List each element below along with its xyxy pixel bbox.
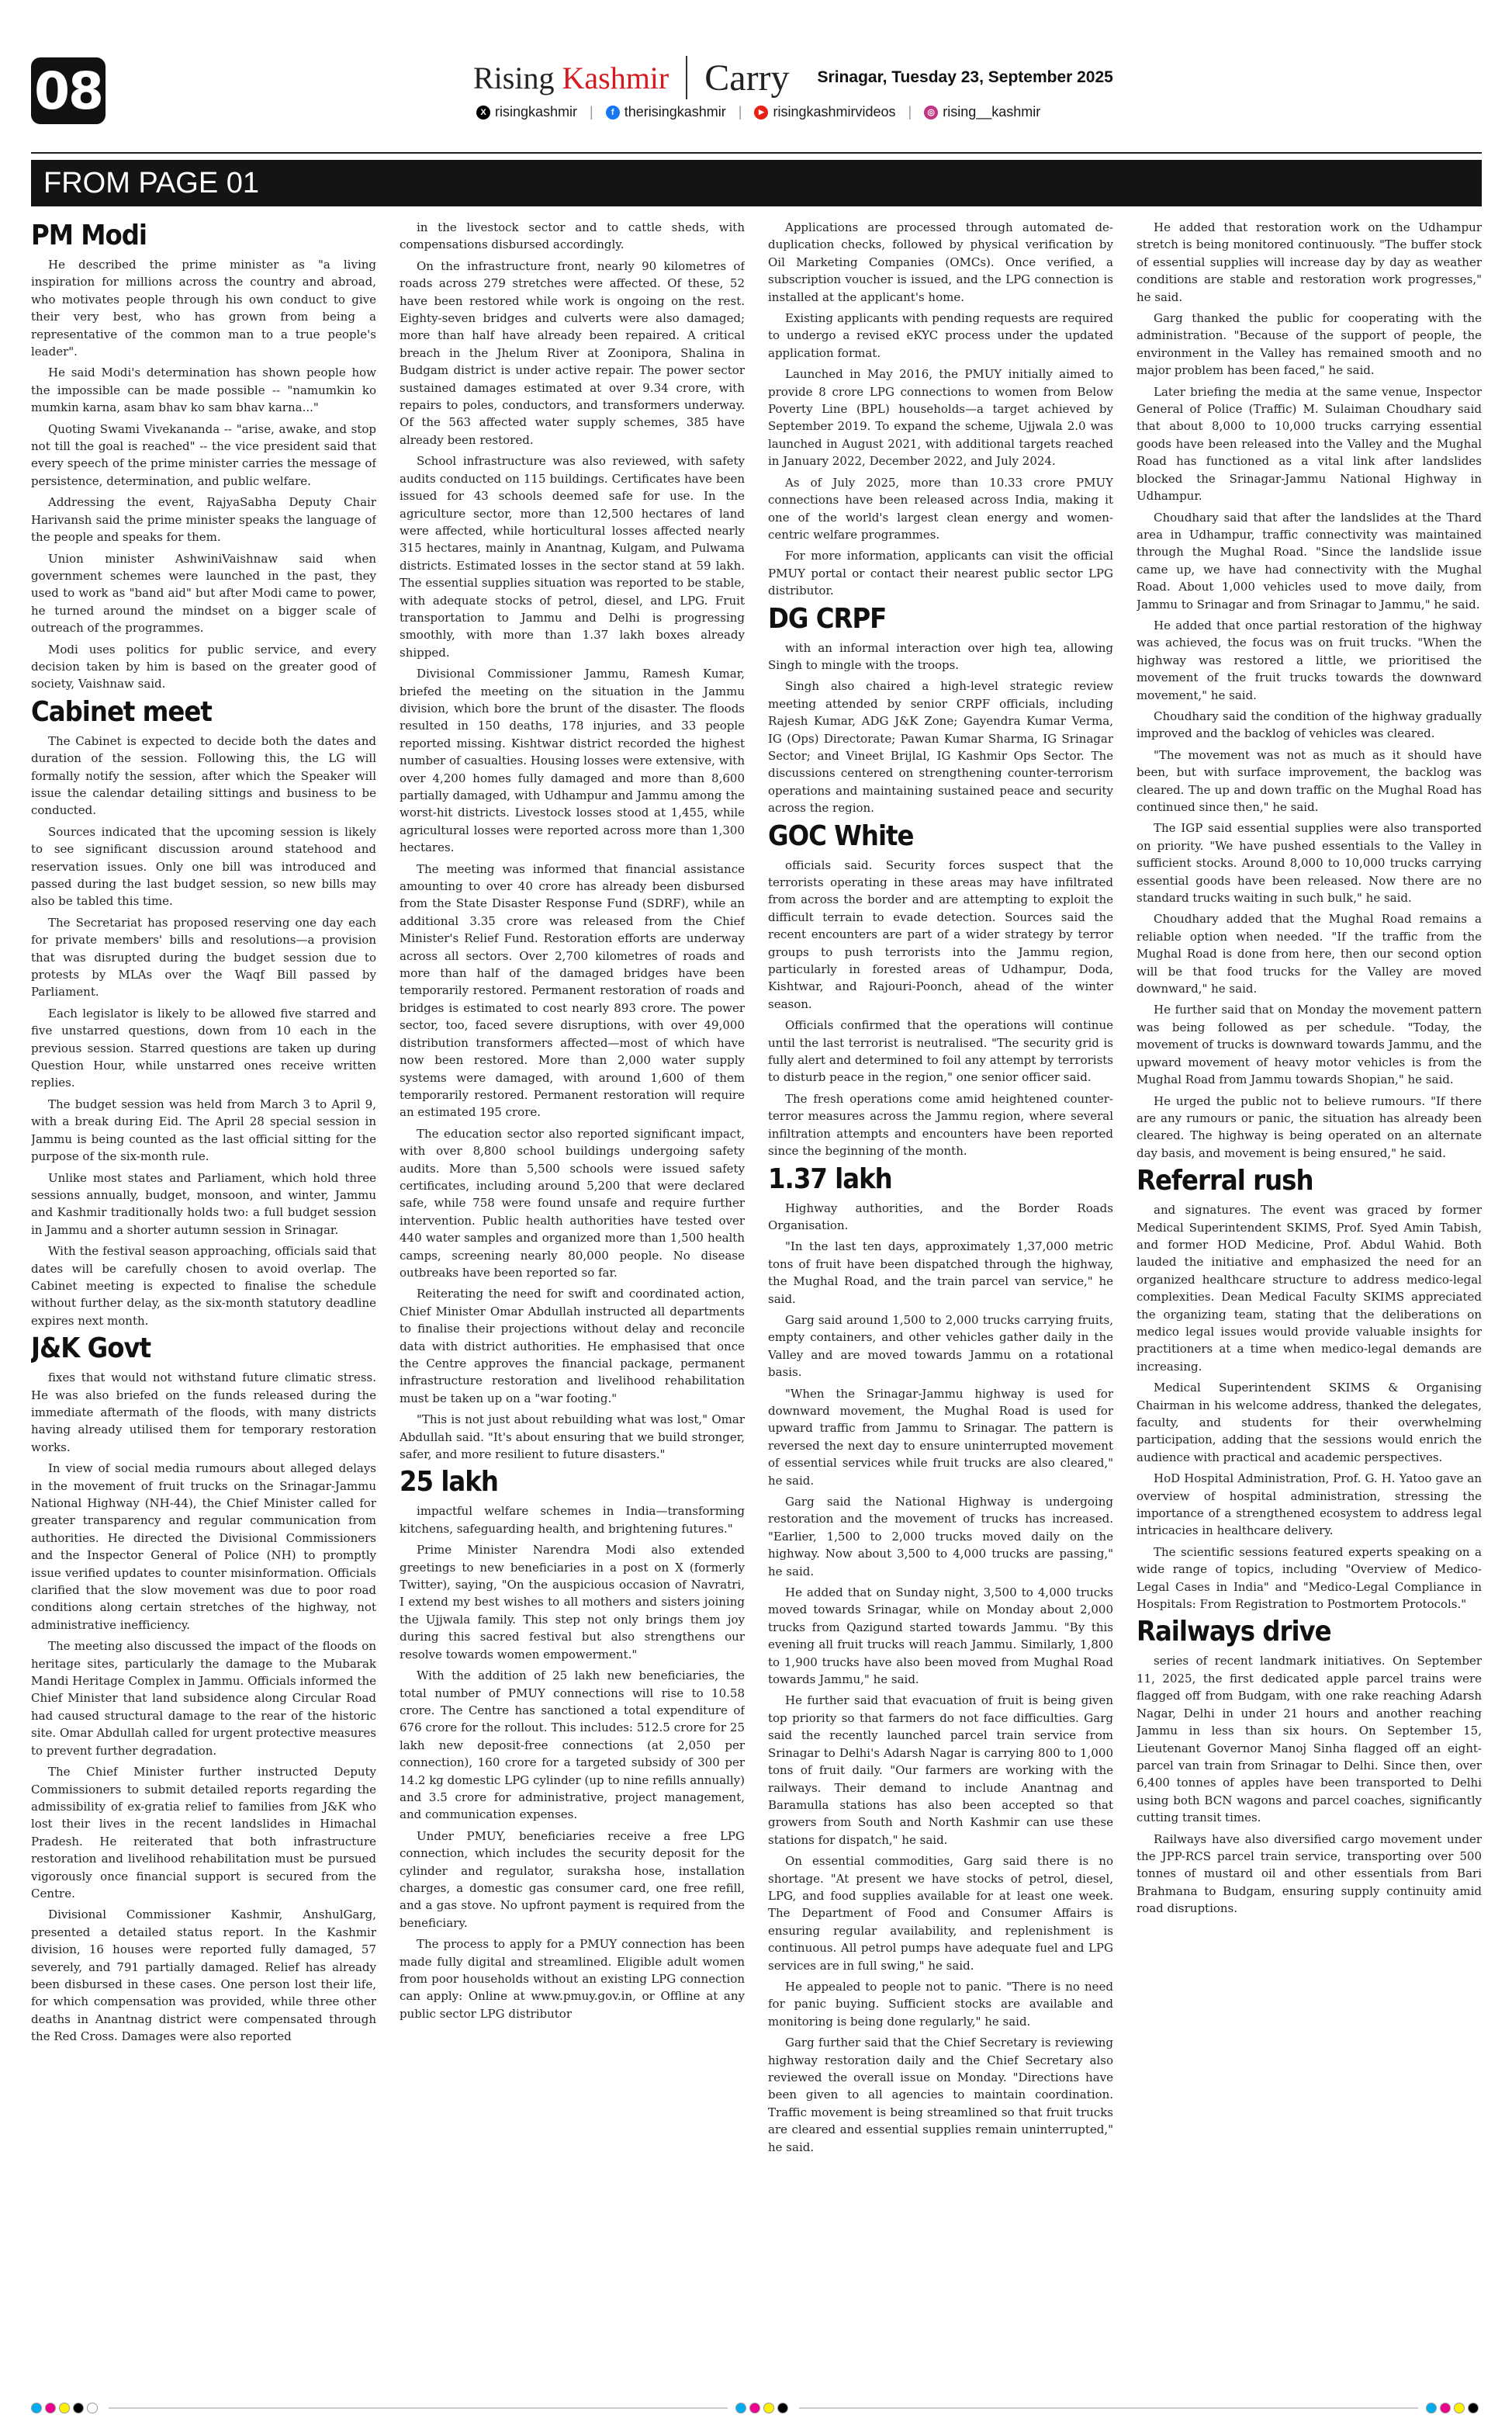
paragraph: He added that restoration work on the Udhampur stretch is being monitored continuously. "The buffer stock of essential supplies will increase day by day as weather conditions are stable and restoration work progresses," he said. [1137,220,1482,304]
social-x[interactable] [476,104,577,120]
paragraph: Reiterating the need for swift and coordinated action, Chief Minister Omar Abdullah instructed all departments to finalise their projections without delay and reconcile data with district authorities. He emphasised that once the Centre approves the financial package, permanent infrastructure restoration and livelihood rehabilitation must be taken up on a "war footing." [400,1287,745,1405]
paragraph: Launched in May 2016, the PMUY initially aimed to provide 8 crore LPG connections to women from Below Poverty Line (BPL) households—a target achieved by September 2019. To expand the scheme, Ujjwala 2.0 was launched in August 2021, with additional targets reached in January 2022, December 2022, and July 2024. [768,367,1113,469]
paragraph: The meeting was informed that financial assistance amounting to over 40 crore has already been disbursed from the State Disaster Response Fund (SDRF), while an additional 3.35 crore was released from the Chief Minister's Relief Fund. Restoration efforts are underway across all sectors. Over 2,700 kilometres of roads and more than half of the damaged bridges have been temporarily restored. Permanent restoration of roads and bridges is estimated to cost nearly 893 crore. The power sector, too, faced severe disruptions, with over 49,000 distribution transformers affected—most of which have now been restored. More than 2,000 water supply systems were damaged, with around 1,600 of them temporarily restored. Permanent restoration will require an estimated 195 crore. [400,861,745,1120]
paragraph: Officials confirmed that the operations will continue until the last terrorist is neutralised. "The security grid is fully alert and determined to foil any attempt by terrorists to disturb peace in the region," one senior officer said. [768,1018,1113,1085]
social-handle: risingkashmir [495,104,578,120]
separator: | [590,104,593,120]
paragraph: School infrastructure was also reviewed, with safety audits conducted on 115 buildings. Certificates have been issued for 43 schools deemed safe for use. In the agriculture sector, more than 12,500 hectares of land were affected, while horticultural losses affected nearly 315 hectares, mainly in Anantnag, Kulgam, and Pulwama districts. Estimated losses in the sector stand at 59 lakh. The essential supplies situation was reported to be stable, with adequate stocks of petrol, diesel, and LPG. Fruit transportation to Jammu and Delhi is progressing smoothly, with more than 1.37 lakh boxes already shipped. [400,454,745,660]
headline-referral-rush: Referral rush [1137,1165,1313,1197]
paragraph: As of July 2025, more than 10.33 crore PMUY connections have been released across India, making it one of the world's largest clean energy and women-centric welfare programmes. [768,475,1113,542]
register-dot [31,2403,42,2413]
social-links [476,104,1040,120]
register-dot [763,2403,774,2413]
brand-logo[interactable] [473,60,669,96]
instagram-icon: ◎ [924,106,938,120]
paragraph: Choudhary added that the Mughal Road remains a reliable option when needed. "If the traffic from the Mughal Road is done from here, then our second option will be that food trucks for the Valley are moved downward," he said. [1137,912,1482,996]
register-dot [1426,2403,1437,2413]
paragraph: Divisional Commissioner Kashmir, AnshulGarg, presented a detailed status report. In the Kashmir division, 16 houses were reported fully damaged, 57 severely, and 791 partially damaged. Relief has already been disbursed in these cases. One person lost their life, for which compensation was provided, while three other deaths in Anantnag district were compensated through the Red Cross. Damages were also reported [31,1908,376,2044]
social-facebook[interactable] [606,104,726,120]
paragraph: Singh also chaired a high-level strategic review meeting attended by senior CRPF officials, including Rajesh Kumar, ADG J&K Zone; Gayendra Kumar Verma, IG (Ops) Directorate; Pawan Kumar Sharma, IG Srinagar Sector; and Vineet Brijlal, IG Kashmir Ops Sector. The discussions centered on strengthening counter-terrorism operations and maintaining sustained peace and security across the region. [768,679,1113,816]
paragraph: and signatures. The event was graced by former Medical Superintendent SKIMS, Prof. Syed Amin Tabish, and former HOD Medicine, Prof. Abdul Wahid. Both lauded the initiative and emphasized the need for an organized healthcare structure to address medico-legal complexities. Dean Medical Faculty SKIMS appreciated the organizing team, stating that the deliberations on medico legal issues would provide valuable insights for practitioners at a time when medico-legal demands are increasing. [1137,1203,1482,1374]
paragraph: The meeting also discussed the impact of the floods on heritage sites, particularly the damage to the Mubarak Mandi Heritage Complex in Jammu. Officials informed the Chief Minister that land subsidence along Circular Road had caused structural damage to the rear of the historic site. Omar Abdullah called for urgent protective measures to prevent further degradation. [31,1639,376,1758]
dateline: Srinagar, Tuesday 23, September 2025 [817,68,1113,86]
headline-railways-drive: Railways drive [1137,1616,1331,1648]
paragraph: He appealed to people not to panic. "There is no need for panic buying. Sufficient stocks are available and monitoring is being done regularly," he said. [768,1979,1113,2029]
paragraph: The Chief Minister further instructed Deputy Commissioners to submit detailed reports regarding the admissibility of ex-gratia relief to families from J&K who lost their lives in the recent landslides in Himachal Pradesh. He reiterated that both infrastructure restoration and livelihood rehabilitation must be pursued vigorously once financial support is secured from the Centre. [31,1765,376,1901]
paragraph: Medical Superintendent SKIMS & Organising Chairman in his welcome address, thanked the delegates, faculty, and students for their overwhelming participation, adding that the sessions would enrich the audience with practical and academic perspectives. [1137,1381,1482,1464]
headline-cabinet-meet: Cabinet meet [31,695,212,728]
article-body [1137,1201,1482,1613]
section-banner: FROM PAGE 01 [31,160,1482,206]
paragraph: Under PMUY, beneficiaries receive a free LPG connection, which includes the security deposit for the cylinder and regulator, suraksha hose, installation charges, a domestic gas consumer card, one free refill, and a gas stove. No upfront payment is required from the beneficiary. [400,1828,745,1930]
article-body [768,1200,1113,2157]
paragraph: in the livestock sector and to cattle sheds, with compensations disbursed accordingly. [400,220,745,252]
register-dot [1468,2403,1479,2413]
article-body [768,219,1113,600]
headline-dg-crpf: DG CRPF [768,602,887,635]
article-body [1137,219,1482,1162]
paragraph: On essential commodities, Garg said there is no shortage. "At present we have stocks of petrol, diesel, LPG, and food supplies available for at least one week. The Department of Food and Consumer Affairs is ensuring regular availability, and replenishment is continuous. All petrol pumps have adequate fuel and LPG services are in full swing," he said. [768,1854,1113,1973]
paragraph: In view of social media rumours about alleged delays in the movement of fruit trucks on the Srinagar-Jammu National Highway (NH-44), the Chief Minister called for greater transparency and regular communication from authorities. He directed the Divisional Commissioners and the Inspector General of Police (NH) to promptly issue verified updates to counter misinformation. Officials clarified that the slow movement was due to poor road conditions along certain stretches of the highway, not administrative inefficiency. [31,1461,376,1632]
register-line [109,2407,728,2409]
paragraph: Garg further said that the Chief Secretary is reviewing highway restoration daily and the Chief Secretary also reviewed the overall issue on Monday. "Directions have been given to all agencies to maintain coordination. Traffic movement is being streamlined so that fruit trucks are cleared and essential supplies remain uninterrupted," he said. [768,2036,1113,2154]
paragraph: The fresh operations come amid heightened counter-terror measures across the Jammu region, where several infiltration attempts and encounters have been reported since the beginning of the month. [768,1091,1113,1159]
register-dot [87,2403,98,2413]
headline-goc-white: GOC White [768,819,914,852]
article-body [31,1369,376,2045]
separator: | [908,104,912,120]
column-4 [1137,219,1482,2345]
paragraph: For more information, applicants can visit the official PMUY portal or contact their nearest public sector LPG distributor. [768,549,1113,598]
paragraph: Prime Minister Narendra Modi also extended greetings to new beneficiaries in a post on X (formerly Twitter), saying, "On the auspicious occasion of Navratri, I extend my best wishes to all mothers and sisters joining the Ujjwala family. This step not only brings them joy during this sacred festival but also strengthens our resolve towards women empowerment." [400,1543,745,1661]
paragraph: Garg said around 1,500 to 2,000 trucks carrying fruits, empty containers, and other vehicles gather daily in the Valley and are moved towards Jammu on a rotational basis. [768,1312,1113,1380]
paragraph: The IGP said essential supplies were also transported on priority. "We have pushed essentials to the Valley in sufficient stocks. Around 8,000 to 10,000 trucks carrying essential goods have been released. Now there are no standard trucks waiting in such bulk," he said. [1137,821,1482,906]
register-dot [1454,2403,1465,2413]
article-body [400,1502,745,2022]
paragraph: Garg said the National Highway is undergoing restoration and the movement of trucks has increased. "Earlier, 1,500 to 2,000 trucks moved daily on the highway. Now about 3,500 to 4,000 trucks are passing," he said. [768,1495,1113,1578]
paragraph: Modi uses politics for public service, and every decision taken by him is based on the greater good of society, Vaishnaw said. [31,642,376,691]
paragraph: With the festival season approaching, officials said that dates will be carefully chosen to avoid overlap. The Cabinet meeting is expected to finalise the schedule without further delay, as the six-month statutory deadline expires next month. [31,1244,376,1328]
register-dot [59,2403,70,2413]
paragraph: He urged the public not to believe rumours. "If there are any rumours or panic, the situation has already been cleared. The highway is being operated on an alternate day basis, and movement is being ensured," he said. [1137,1093,1482,1160]
page-number: 08 [31,57,106,124]
social-handle: risingkashmirvideos [773,104,896,120]
article-body [768,857,1113,1160]
paragraph: He further said that evacuation of fruit is being given top priority so that farmers do not face difficulties. Garg said the recently launched parcel train service from Srinagar to Delhi's Adarsh Nagar is carrying 800 to 1,000 tons of fruit daily. "Our farmers are working with the railways. Their demand to include Anantnag and Baramulla stations has also been accepted so that growers from South and North Kashmir can use these stations for dispatch," he said. [768,1693,1113,1847]
paragraph: With the addition of 25 lakh new beneficiaries, the total number of PMUY connections will rise to 10.58 crore. The Centre has sanctioned a total expenditure of 676 crore for the rollout. This includes: 512.5 crore for 25 lakh new deposit-free connections (at 2,050 per connection), 160 crore for a targeted subsidy of 300 per 14.2 kg domestic LPG cylinder (up to nine refills annually) and 3.5 crore for administrative, project management, and communication expenses. [400,1668,745,1822]
paragraph: Railways have also diversified cargo movement under the JPP-RCS parcel train service, transporting over 500 tonnes of mustard oil and other essentials from Bari Brahmana to Budgam, ensuring supply continuity amid road disruptions. [1137,1831,1482,1916]
paragraph: Divisional Commissioner Jammu, Ramesh Kumar, briefed the meeting on the situation in the Jammu division, which bore the brunt of the disaster. The floods resulted in 150 deaths, 178 injuries, and 33 people reported missing. Kishtwar district recorded the highest number of casualties. Housing losses were extensive, with over 4,200 homes fully damaged and more than 8,600 partially damaged, with Udhampur and Jammu among the worst-hit districts. Livestock losses stood at 1,455, while agricultural losses were reported across more than 1,300 hectares. [400,667,745,855]
paragraph: series of recent landmark initiatives. On September 11, 2025, the first dedicated apple parcel trains were flagged off from Budgam, with one rake reaching Adarsh Nagar, Delhi in under 21 hours and another reaching Jammu in less than six hours. On September 15, Lieutenant Governor Manoj Sinha flagged off an eight-parcel van train from Srinagar to Delhi. Since then, over 6,400 tonnes of apples have been transported to Delhi using both BCN wagons and parcel coaches, significantly cutting transit times. [1137,1654,1482,1825]
paragraph: impactful welfare schemes in India—transforming kitchens, safeguarding health, and brightening futures." [400,1504,745,1536]
header-rule [31,152,1482,154]
register-dot [1440,2403,1451,2413]
brand-first: Rising [473,60,555,95]
paragraph: Choudhary said that after the landslides at the Thard area in Udhampur, traffic connectivity was maintained through the Mughal Road. "Since the landslide issue came up, we have had connectivity with the Mughal Road. About 1,000 vehicles used to move daily, from Jammu to Srinagar and from Srinagar to Jammu," he said. [1137,510,1482,612]
paragraph: Garg thanked the public for cooperating with the administration. "Because of the support of people, the environment in the Valley has remained smooth and no major problem has been faced," he said. [1137,311,1482,378]
youtube-icon: ▶ [754,106,768,120]
register-dot [777,2403,788,2413]
paragraph: Highway authorities, and the Border Roads Organisation. [768,1201,1113,1232]
column-3 [768,219,1113,2345]
paragraph: Unlike most states and Parliament, which hold three sessions annually, budget, monsoon, and winter, Jammu and Kashmir traditionally holds two: a full budget session in Jammu and a shorter autumn session in Srinagar. [31,1170,376,1237]
social-youtube[interactable] [754,104,895,120]
register-dot [735,2403,746,2413]
social-handle: rising__kashmir [943,104,1041,120]
paragraph: with an informal interaction over high tea, allowing Singh to mingle with the troops. [768,640,1113,672]
social-handle: therisingkashmir [624,104,726,120]
headline-pm-modi: PM Modi [31,220,147,251]
article-body [400,219,745,1463]
article-body [31,256,376,693]
headline-1-37-lakh: 1.37 lakh [768,1163,892,1195]
paragraph: Union minister AshwiniVaishnaw said when government schemes were launched in the past, they used to work as "band aid" but after Modi came to power, he turned around the mindset on a bigger scale of outreach of the programmes. [31,551,376,636]
paragraph: Later briefing the media at the same venue, Inspector General of Police (Traffic) M. Sulaiman Choudhary said that about 8,000 to 10,000 trucks carrying essential goods have been released into the Valley and the Mughal Road has functioned as a vital link after landslides blocked the Srinagar-Jammu National Highway in Udhampur. [1137,384,1482,504]
paragraph: Quoting Swami Vivekananda -- "arise, awake, and stop not till the goal is reached" -- the vice president said that every speech of the prime minister carries the message of persistence, determination, and public welfare. [31,421,376,488]
headline-jk-govt: J&K Govt [31,1332,151,1365]
paragraph: Applications are processed through automated de-duplication checks, followed by physical verification by Oil Marketing Companies (OMCs). Once verified, a subscription voucher is issued, and the LPG connection is installed at the applicant's home. [768,220,1113,304]
social-instagram[interactable] [924,104,1040,120]
column-2 [400,219,745,2345]
paragraph: fixes that would not withstand future climatic stress. He was also briefed on the funds released during the immediate aftermath of the floods, with many districts having already utilised them for temporary restoration works. [31,1370,376,1454]
column-1 [31,219,376,2345]
paragraph: Addressing the event, RajyaSabha Deputy Chair Harivansh said the prime minister speaks the language of the people and speaks for them. [31,495,376,545]
paragraph: Existing applicants with pending requests are required to undergo a revised eKYC process under the updated application format. [768,311,1113,360]
brand-second: Kashmir [562,60,670,95]
paragraph: The Cabinet is expected to decide both the dates and duration of the session. Following this, the LG will formally notify the session, after which the Speaker will issue the calendar detailing sittings and business to be conducted. [31,733,376,818]
register-dot [73,2403,84,2413]
paragraph: He described the prime minister as "a living inspiration for millions across the country and abroad, who motivates people through his own conduct to give their very best, who has grown from being a representative of the common man to a true people's leader". [31,258,376,359]
paragraph: The education sector also reported significant impact, with over 8,800 school buildings undergoing safety audits. More than 5,500 schools were issued safety certificates, including around 5,200 that were declared safe, while 758 were found unsafe and require further intervention. Public health authorities have tested over 440 water samples and organized more than 1,500 health camps, screening nearly 80,000 people. No disease outbreaks have been reported so far. [400,1126,745,1280]
article-body [31,733,376,1329]
masthead-divider [686,56,687,99]
paragraph: "This is not just about rebuilding what was lost," Omar Abdullah said. "It's about ensuring that we build stronger, safer, and more resilient to future disasters." [400,1412,745,1462]
paragraph: Each legislator is likely to be allowed five starred and five unstarred questions, down from 10 each in the previous session. Starred questions are taken up during Question Hour, while unstarred ones receive written replies. [31,1006,376,1090]
paragraph: He added that on Sunday night, 3,500 to 4,000 trucks moved towards Srinagar, while on Monday about 2,000 trucks from Qazigund started towards Jammu. "By this evening all fruit trucks will reach Jammu. Similarly, 1,800 to 1,900 trucks have also been moved from Mughal Road towards Jammu," he said. [768,1585,1113,1687]
paragraph: On the infrastructure front, nearly 90 kilometres of roads across 279 stretches were affected. Of these, 52 have been restored while work is ongoing on the rest. Eighty-seven bridges and culverts were also damaged; more than half have already been repaired. A critical breach in the Jhelum River at Zoonipora, Shalina in Budgam district is under active repair. The power sector sustained damages estimated at over 9.34 crore, with repairs to poles, conductors, and transformers underway. Of the 563 affected water supply schemes, 385 have already been restored. [400,258,745,447]
masthead [473,54,1113,101]
paragraph: Sources indicated that the upcoming session is likely to see significant discussion around statehood and reservation issues. Only one bill was introduced and passed during the last budget session, so new bills may also be tabled this time. [31,824,376,909]
paragraph: "The movement was not as much as it should have been, but with surface improvement, the backlog was cleared. The up and down traffic on the Mughal Road has continued since then," he said. [1137,747,1482,814]
separator: | [738,104,742,120]
paragraph: He added that once partial restoration of the highway was achieved, the focus was on fruit trucks. "When the highway was restored a little, we prioritised the movement of the fruit trucks towards the downward movement," he said. [1137,618,1482,702]
paragraph: The Secretariat has proposed reserving one day each for private members' bills and resolutions—a provision that was disrupted during the budget session due to protests by MLAs over the Waqf Bill passed by Parliament. [31,915,376,1000]
x-icon: X [476,106,490,120]
facebook-icon: f [606,106,620,120]
register-marks [31,2400,1482,2417]
section-name: Carry [704,57,790,99]
paragraph: HoD Hospital Administration, Prof. G. H. Yatoo gave an overview of hospital administration, stressing the importance of a strengthened ecosystem to address legal intricacies in healthcare delivery. [1137,1471,1482,1538]
paragraph: The scientific sessions featured experts speaking on a wide range of topics, including "Overview of Medico-Legal Cases in India" and "Medico-Legal Compliance in Hospitals: From Registration to Postmortem Protocols." [1137,1544,1482,1612]
article-columns [31,219,1482,2345]
paragraph: "When the Srinagar-Jammu highway is used for downward movement, the Mughal Road is used for upward traffic from Jammu to Srinagar. The pattern is reversed the next day to ensure uninterrupted movement of essential services while fruit trucks are also cleared," he said. [768,1386,1113,1488]
paragraph: Choudhary said the condition of the highway gradually improved and the backlog of vehicles was cleared. [1137,709,1482,741]
paragraph: officials said. Security forces suspect that the terrorists operating in these areas may have infiltrated from across the border and are attempting to exploit the difficult terrain to evade detection. Sources said the recent encounters are part of a wider strategy by terror groups to push terrorists into the Jammu region, particularly in forested areas of Udhampur, Doda, Kishtwar, and Rajouri-Poonch, ahead of the winter season. [768,858,1113,1011]
article-body [1137,1652,1482,1917]
paragraph: He said Modi's determination has shown people how the impossible can be made possible -- "namumkin ko mumkin karna, asam bhav ko sam bhav karna..." [31,366,376,415]
paragraph: "In the last ten days, approximately 1,37,000 metric tons of fruit have been dispatched through the highway, the Mughal Road, and the train parcel van service," he said. [768,1239,1113,1306]
paragraph: He further said that on Monday the movement pattern was being followed as per schedule. "Today, the movement of trucks is downward towards Jammu, and the upward movement of heavy motor vehicles is from the Mughal Road from Jammu towards Shopian," he said. [1137,1003,1482,1087]
headline-25-lakh: 25 lakh [400,1466,498,1499]
paragraph: The budget session was held from March 3 to April 9, with a break during Eid. The April 28 special session in Jammu is being counted as the last official sitting for the purpose of the six-month rule. [31,1097,376,1164]
register-line [799,2407,1418,2409]
register-dot [45,2403,56,2413]
register-dot [749,2403,760,2413]
paragraph: The process to apply for a PMUY connection has been made fully digital and streamlined. Eligible adult women from poor households without an existing LPG connection can apply: Online at www.pmuy.gov.in, or Offline at any public sector LPG distributor [400,1937,745,2021]
article-body [768,639,1113,817]
